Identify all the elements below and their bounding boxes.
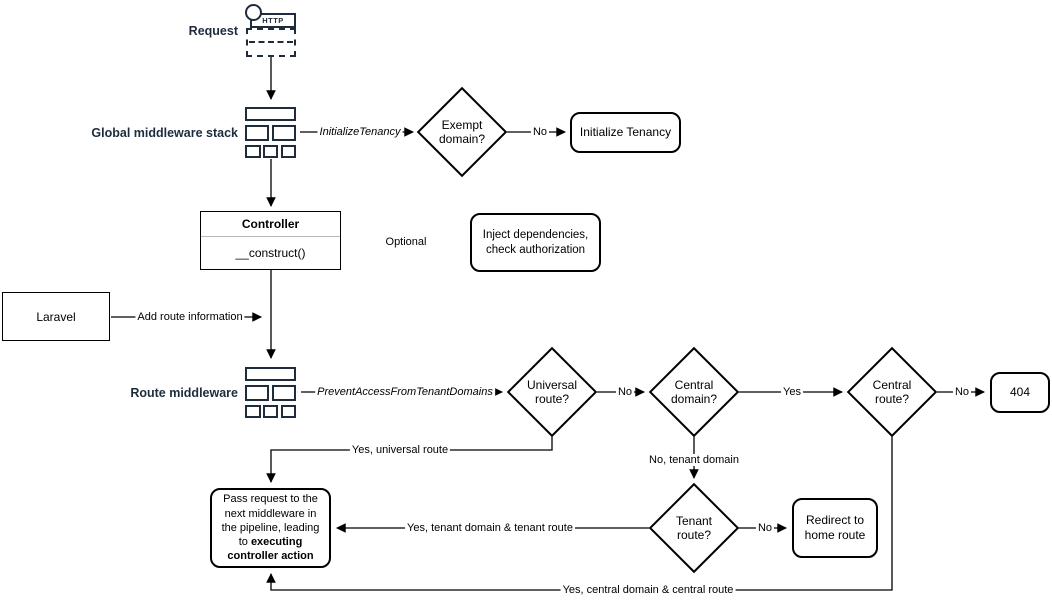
- edge-label-optional: Optional: [385, 236, 427, 248]
- middleware-block: [281, 145, 297, 158]
- decision-central-route-text: Central route?: [872, 377, 912, 406]
- global-middleware-label: Global middleware stack: [91, 126, 238, 140]
- edge-label-prevent-access: PreventAccessFromTenantDomains: [317, 386, 493, 398]
- edge-label-yes-universal: Yes, universal route: [351, 444, 449, 456]
- middleware-block: [245, 145, 261, 158]
- decision-universal-route-text: Universal route?: [526, 377, 577, 406]
- edge-label-no-tenant-domain: No, tenant domain: [649, 454, 739, 466]
- pass-request-normal: Pass request to the next middleware in the pipeline, leading to: [221, 493, 320, 549]
- request-label: Request: [188, 24, 238, 38]
- route-middleware-icon: [245, 367, 296, 418]
- middleware-block: [263, 405, 279, 418]
- node-pass-request-text: [216, 492, 325, 563]
- node-controller: [200, 211, 341, 270]
- pass-request-bold: executing controller action: [227, 536, 314, 563]
- middleware-block: [272, 125, 296, 141]
- node-initialize-tenancy: Initialize Tenancy: [570, 112, 681, 153]
- middleware-block: [272, 385, 296, 401]
- route-middleware-label: Route middleware: [130, 386, 238, 400]
- decision-tenant-route: [650, 484, 738, 572]
- decision-universal-route: [508, 348, 596, 436]
- global-middleware-stack-icon: [245, 107, 296, 158]
- http-request-divider: [249, 41, 293, 43]
- connector-universal-yes-to-pass: [271, 436, 552, 482]
- edge-label-add-route-info: Add route information: [137, 311, 243, 323]
- middleware-block: [245, 107, 296, 121]
- node-inject-dependencies: Inject dependencies, check authorization: [470, 213, 601, 272]
- decision-exempt-domain-text: Exempt domain?: [438, 117, 486, 146]
- decision-central-route: [848, 348, 936, 436]
- decision-tenant-route-text: Tenant route?: [675, 513, 713, 542]
- controller-title: Controller: [201, 212, 340, 237]
- http-request-icon: [245, 4, 297, 56]
- node-laravel: Laravel: [2, 292, 110, 341]
- middleware-block: [245, 405, 261, 418]
- middleware-block: [245, 367, 296, 381]
- decision-exempt-domain: [418, 88, 506, 176]
- edge-label-exempt-no: No: [532, 126, 548, 138]
- edge-label-tenant-no: No: [757, 522, 773, 534]
- decision-central-domain-text: Central domain?: [670, 377, 718, 406]
- http-request-circle-icon: [245, 4, 262, 21]
- node-404: 404: [990, 372, 1050, 413]
- node-pass-request: [210, 488, 331, 568]
- edge-label-central-domain-yes: Yes: [783, 386, 801, 398]
- middleware-block: [245, 125, 269, 141]
- http-bar-label: HTTP: [262, 16, 284, 25]
- edge-label-initialize-tenancy: InitializeTenancy: [319, 126, 401, 138]
- edge-label-central-route-no: No: [954, 386, 970, 398]
- edge-label-yes-tenant: Yes, tenant domain & tenant route: [407, 522, 573, 534]
- middleware-block: [281, 405, 297, 418]
- middleware-block: [245, 385, 269, 401]
- decision-central-domain: [650, 348, 738, 436]
- node-redirect-home: Redirect to home route: [792, 498, 878, 558]
- middleware-block: [263, 145, 279, 158]
- edge-label-yes-central: Yes, central domain & central route: [562, 584, 734, 596]
- edge-label-universal-no: No: [617, 386, 633, 398]
- http-request-body: [246, 28, 296, 57]
- controller-method: __construct(): [235, 246, 306, 260]
